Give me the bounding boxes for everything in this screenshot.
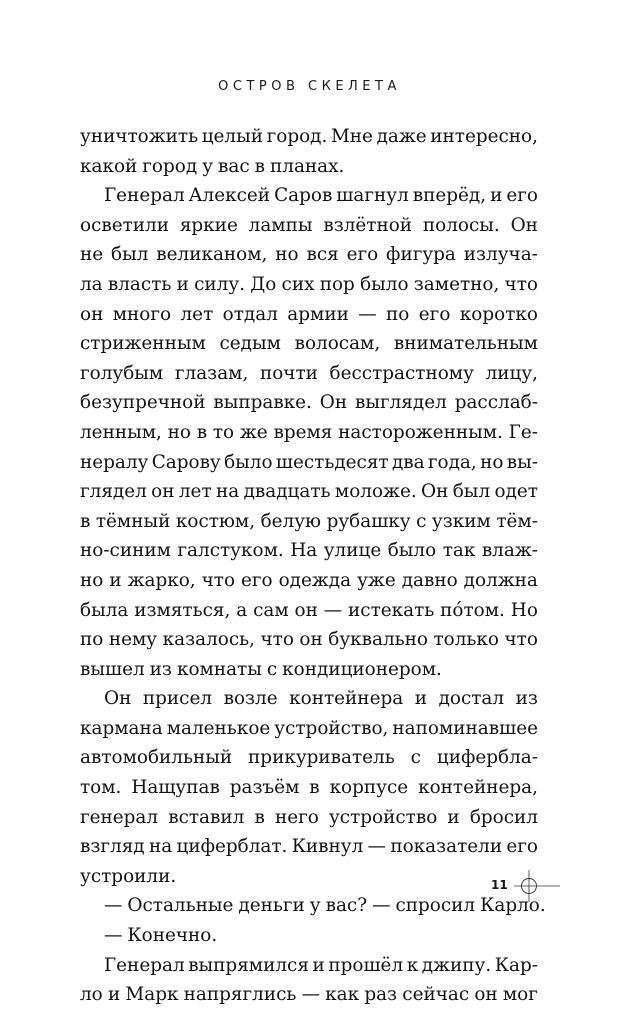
text-line: по нему казалось, что он буквально только что <box>80 629 538 651</box>
text-line: взгляд на циферблат. Кивнул — показатели его <box>80 836 538 858</box>
text-line: какой город у вас в планах. <box>80 155 345 177</box>
text-line: но и жарко, что его одежда уже давно должна <box>80 569 538 591</box>
text-line: в тёмный костюм, белую рубашку с узким тём- <box>80 510 538 532</box>
text-line: генерал вставил в него устройство и бросил <box>80 806 538 828</box>
text-line: том. Нащупав разъём в корпусе контейнера, <box>80 777 538 799</box>
text-line: уничтожить целый город. Мне даже интересно, <box>80 126 538 147</box>
text-line: стриженным седым волосам, внимательным <box>80 333 538 355</box>
text-line: но-синим галстуком. На улице было так влаж- <box>80 540 538 562</box>
text-line: — Остальные деньги у вас? — спросил Карло. <box>104 895 546 917</box>
text-line: кармана маленькое устройство, напоминавшее <box>80 717 538 739</box>
text-line: вышел из комнаты с кондиционером. <box>80 658 442 680</box>
running-header: ОСТРОВ СКЕЛЕТА <box>218 79 401 94</box>
text-line: он много лет отдал армии — по его коротко <box>80 303 538 325</box>
text-line: голубым глазам, почти бесстрастному лицу, <box>80 362 538 384</box>
crosshair-ornament-icon <box>514 870 560 902</box>
page-number: 11 <box>491 878 508 892</box>
text-line: Он присел возле контейнера и достал из <box>104 688 538 710</box>
text-line: была измяться, а сам он — истекать по́том. Но <box>80 599 538 621</box>
text-line: автомобильный прикуриватель с цифербла- <box>80 747 538 769</box>
text-line: Генерал выпрямился и прошёл к джипу. Кар- <box>104 954 538 976</box>
text-line: — Конечно. <box>104 925 218 947</box>
text-line: безупречной выправке. Он выглядел расслаб- <box>80 392 538 414</box>
text-line: не был великаном, но вся его фигура излуча- <box>80 244 538 266</box>
text-line: ло и Марк напряглись — как раз сейчас он мог <box>80 984 538 1006</box>
text-line: ленным, но в то же время настороженным. Ге- <box>80 421 538 443</box>
text-line: Генерал Алексей Саров шагнул вперёд, и его <box>104 185 538 207</box>
text-line: устроили. <box>80 865 177 887</box>
body-text <box>80 122 546 1010</box>
text-line: осветили яркие лампы взлётной полосы. Он <box>80 214 538 236</box>
text-line: ла власть и силу. До сих пор было заметно, что <box>80 273 538 295</box>
text-line: глядел он лет на двадцать моложе. Он был одет <box>80 481 538 503</box>
text-line: нералу Сарову было шестьдесят два года, но вы- <box>80 451 538 473</box>
